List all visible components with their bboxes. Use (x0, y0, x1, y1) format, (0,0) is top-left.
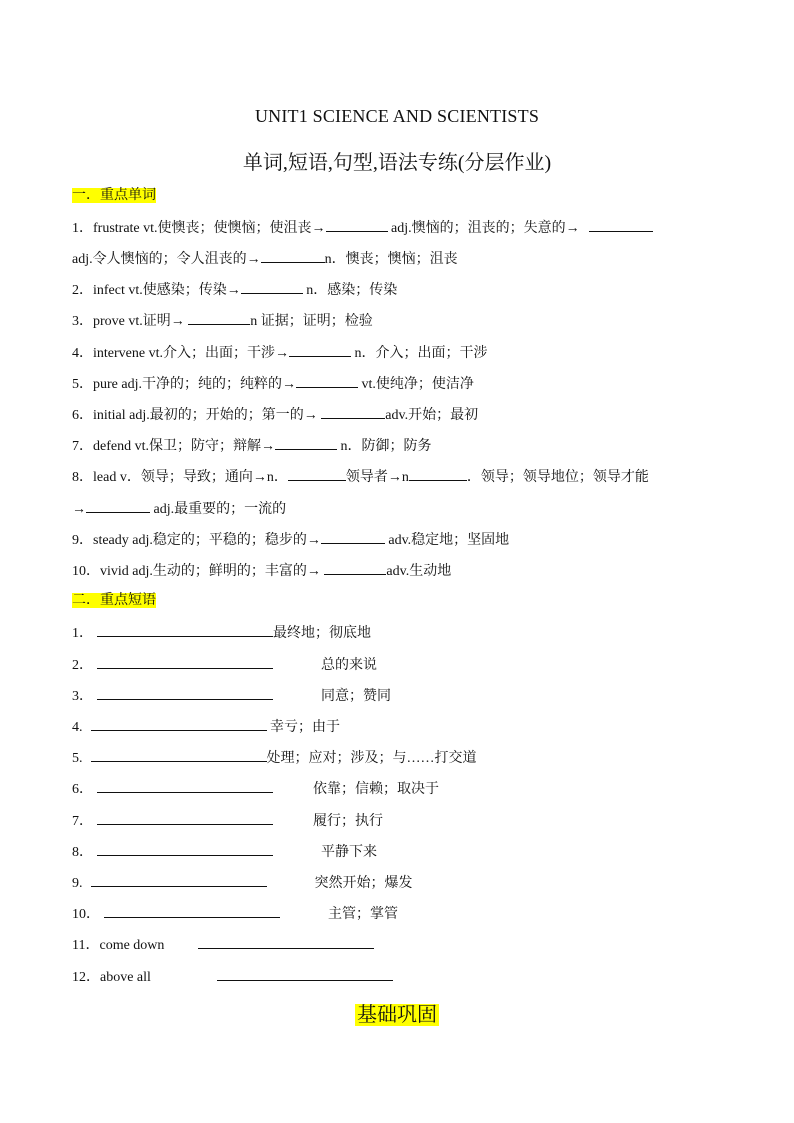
phrase-item-9: 9. 突然开始；爆发 (72, 872, 413, 894)
answer-blank[interactable] (97, 841, 273, 856)
phrase-item-12: 12．above all (72, 966, 393, 988)
word-item-4: 4．intervene vt.介入；出面；干涉→ n．介入；出面；干涉 (72, 342, 487, 364)
phrase-item-7: 7． 履行；执行 (72, 810, 383, 832)
answer-blank[interactable] (97, 654, 273, 669)
word-item-8: 8．lead v．领导；导致；通向→n． 领导者→n ．领导；领导地位；领导才能 (72, 466, 649, 488)
answer-blank[interactable] (97, 810, 273, 825)
answer-blank[interactable] (217, 966, 393, 981)
answer-blank[interactable] (91, 716, 267, 731)
answer-blank[interactable] (86, 498, 150, 513)
word-item-2: 2．infect vt.使感染；传染→ n．感染；传染 (72, 279, 397, 301)
answer-blank[interactable] (91, 747, 267, 762)
word-item-3: 3．prove vt.证明→ n 证据；证明；检验 (72, 310, 373, 332)
word-item-1-cont: adj.令人懊恼的；令人沮丧的→ n．懊丧；懊恼；沮丧 (72, 248, 458, 270)
answer-blank[interactable] (261, 248, 325, 263)
answer-blank[interactable] (91, 872, 267, 887)
word-item-8-cont: → adj.最重要的；一流的 (72, 498, 286, 520)
answer-blank[interactable] (97, 622, 273, 637)
phrase-item-4: 4. 幸亏；由于 (72, 716, 340, 738)
answer-blank[interactable] (324, 560, 386, 575)
phrase-item-3: 3． 同意；赞同 (72, 685, 391, 707)
phrase-item-8: 8． 平静下来 (72, 841, 377, 863)
answer-blank[interactable] (321, 404, 385, 419)
answer-blank[interactable] (241, 279, 303, 294)
answer-blank[interactable] (288, 466, 346, 481)
phrase-item-6: 6． 依靠；信赖；取决于 (72, 778, 439, 800)
page-subtitle: 单词,短语,句型,语法专练(分层作业) (242, 152, 552, 174)
word-item-7: 7．defend vt.保卫；防守；辩解→ n．防御；防务 (72, 435, 431, 457)
answer-blank[interactable] (97, 685, 273, 700)
phrase-item-11: 11．come down (72, 934, 374, 956)
section-header-words: 一．重点单词 (72, 188, 156, 203)
section-footer-heading: 基础巩固 (357, 1004, 437, 1026)
answer-blank[interactable] (275, 435, 337, 450)
answer-blank[interactable] (97, 778, 273, 793)
section-header-phrases: 二．重点短语 (72, 593, 156, 608)
answer-blank[interactable] (589, 217, 653, 232)
word-item-6: 6．initial adj.最初的；开始的；第一的→ adv.开始；最初 (72, 404, 478, 426)
word-item-9: 9．steady adj.稳定的；平稳的；稳步的→ adv.稳定地；坚固地 (72, 529, 509, 551)
word-item-5: 5．pure adj.干净的；纯的；纯粹的→ vt.使纯净；使洁净 (72, 373, 474, 395)
phrase-item-10: 10． 主管；掌管 (72, 903, 398, 925)
word-item-1: 1．frustrate vt.使懊丧；使懊恼；使沮丧→ adj.懊恼的；沮丧的；失意的→ (72, 217, 653, 239)
answer-blank[interactable] (289, 342, 351, 357)
answer-blank[interactable] (321, 529, 385, 544)
answer-blank[interactable] (104, 903, 280, 918)
answer-blank[interactable] (198, 934, 374, 949)
phrase-item-5: 5. 处理；应对；涉及；与……打交道 (72, 747, 477, 769)
phrase-item-2: 2． 总的来说 (72, 654, 377, 676)
page-title: UNIT1 SCIENCE AND SCIENTISTS (254, 106, 540, 126)
answer-blank[interactable] (409, 466, 467, 481)
answer-blank[interactable] (296, 373, 358, 388)
answer-blank[interactable] (326, 217, 388, 232)
phrase-item-1: 1． 最终地；彻底地 (72, 622, 371, 644)
word-item-10: 10．vivid adj.生动的；鲜明的；丰富的→ adv.生动地 (72, 560, 451, 582)
answer-blank[interactable] (188, 310, 250, 325)
